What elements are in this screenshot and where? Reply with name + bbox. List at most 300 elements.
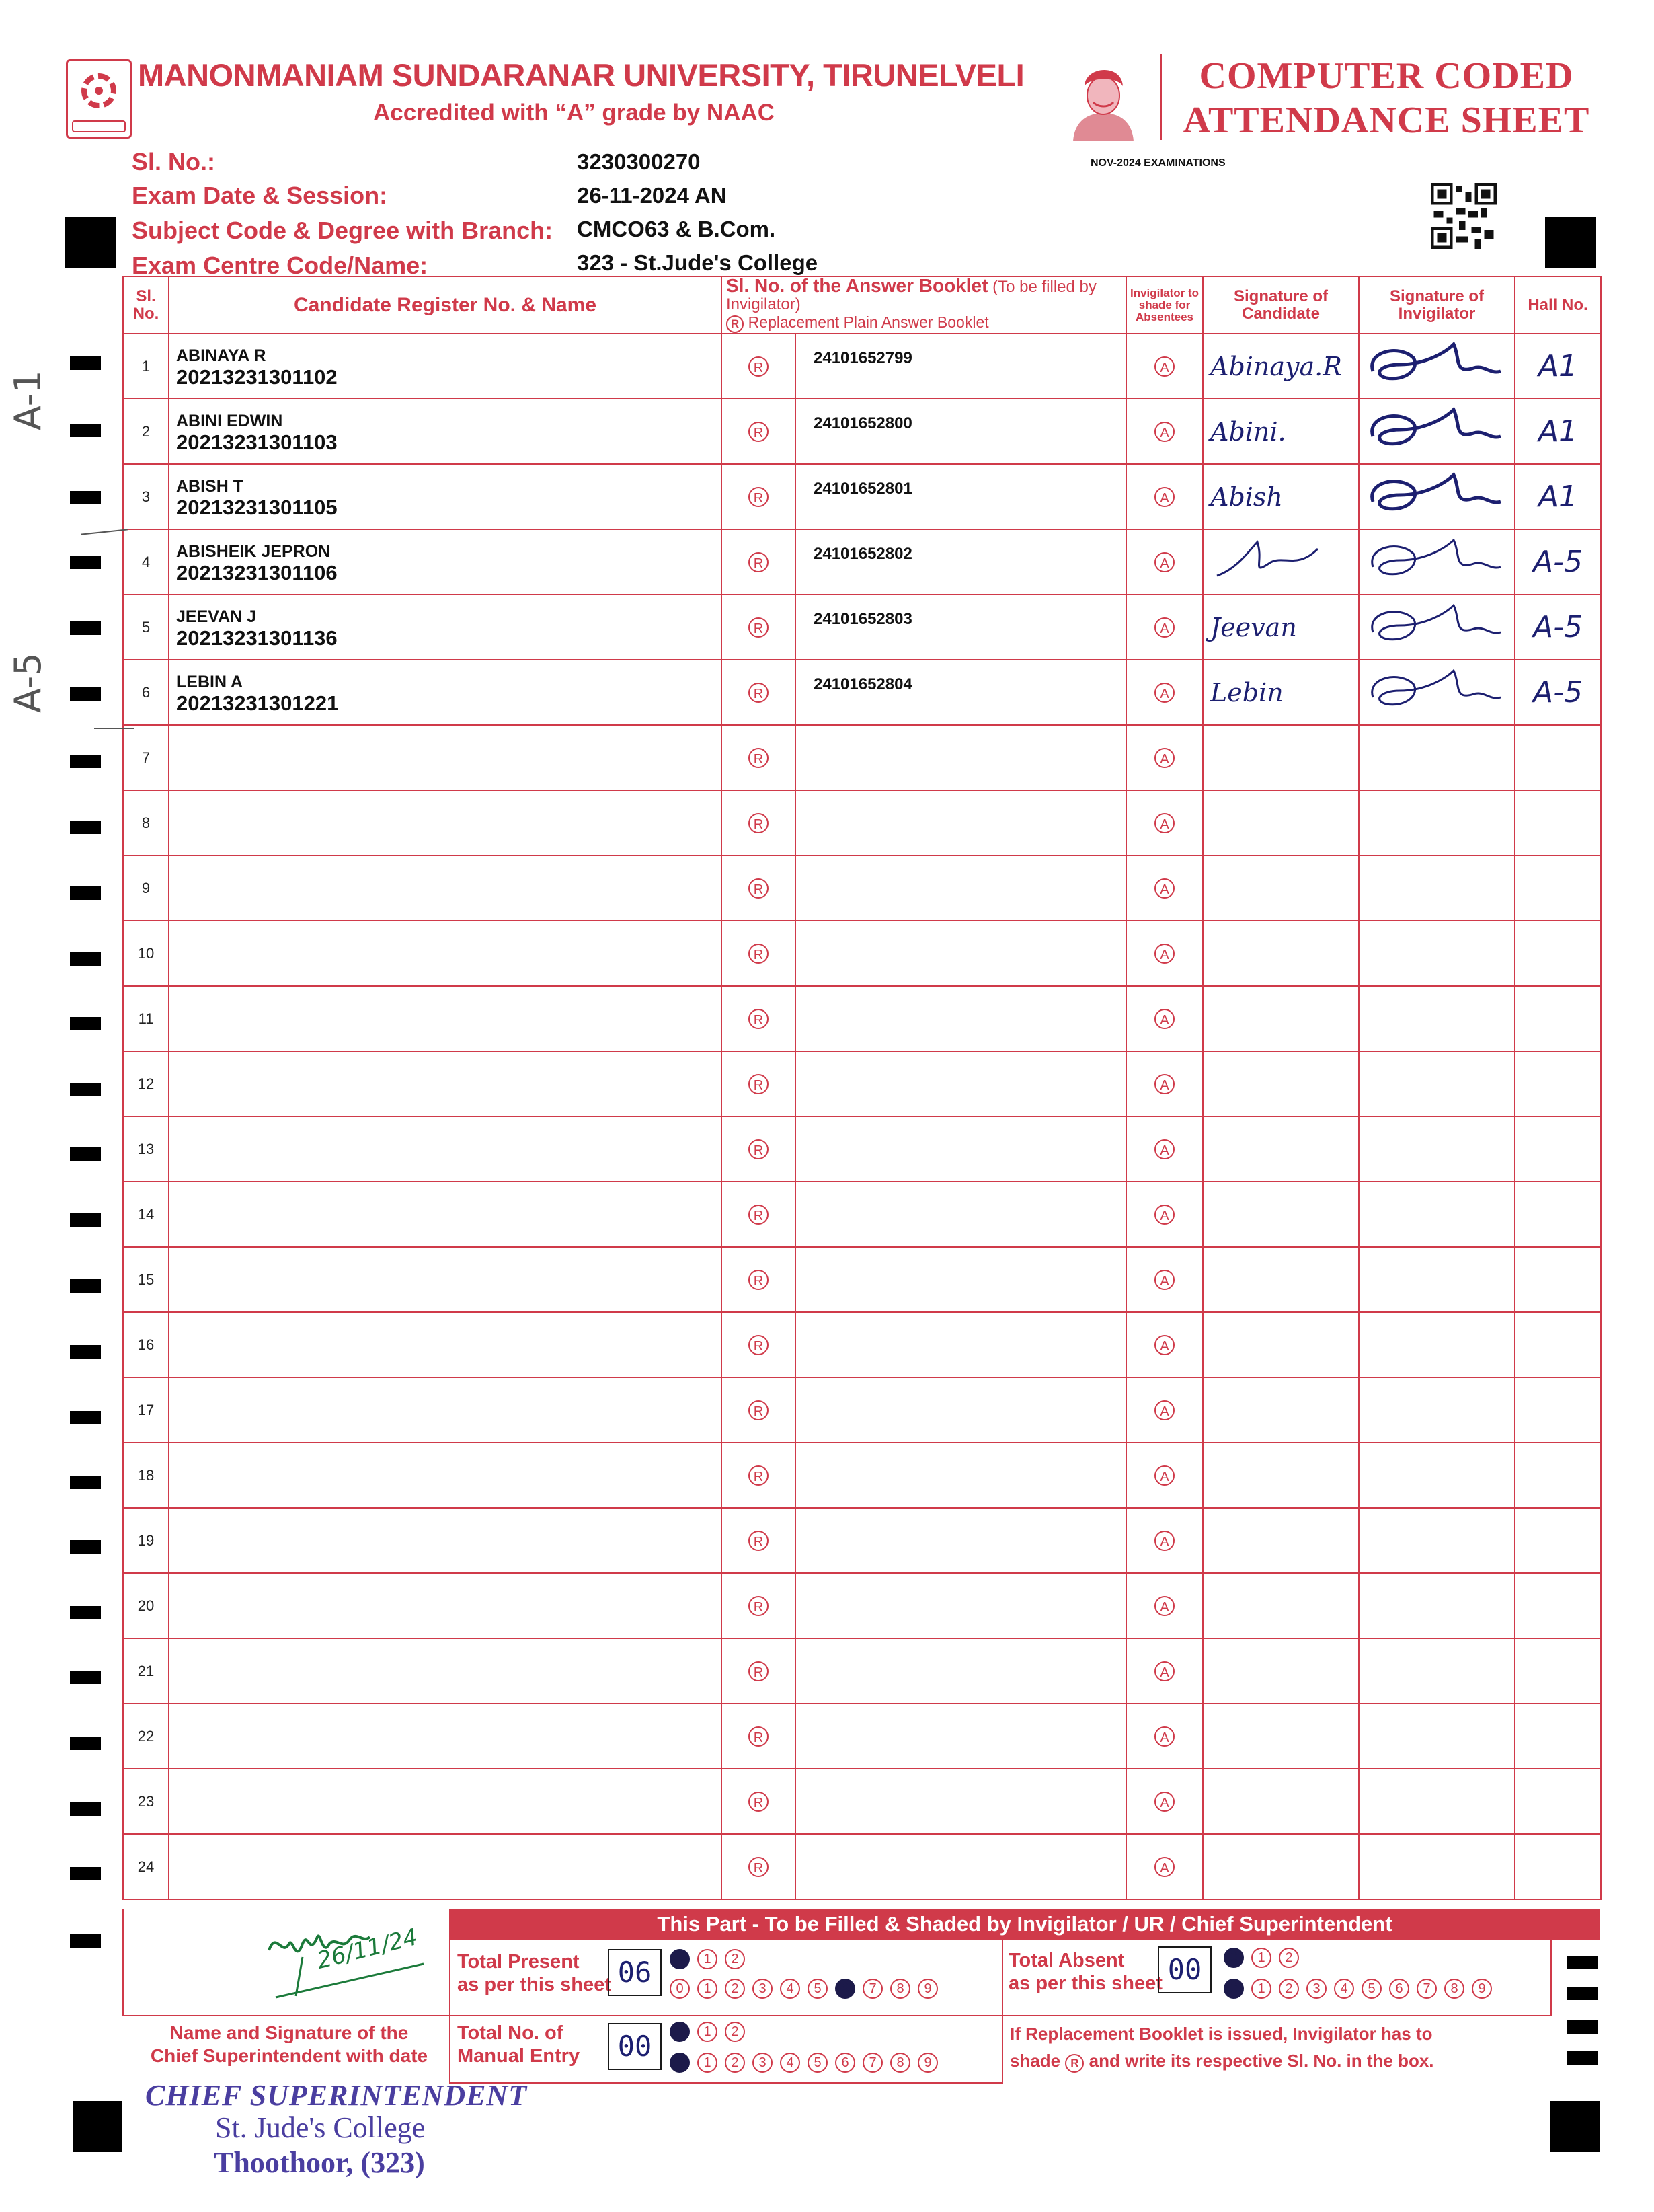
candidate-signature-cell[interactable] bbox=[1203, 921, 1359, 986]
total-present-label-2: as per this sheet bbox=[457, 1974, 611, 1995]
candidate-cell bbox=[169, 1247, 721, 1312]
invigilator-signature-cell[interactable] bbox=[1359, 1116, 1515, 1182]
footer-right-border bbox=[1550, 1940, 1552, 2016]
booklet-number[interactable] bbox=[795, 725, 1126, 790]
invigilator-signature-cell[interactable] bbox=[1359, 725, 1515, 790]
absentee-a-icon[interactable]: A bbox=[1154, 1726, 1175, 1747]
subject-code-value: CMCO63 & B.Com. bbox=[577, 217, 776, 241]
booklet-number[interactable] bbox=[795, 1116, 1126, 1182]
register-number: 20213231301136 bbox=[176, 625, 338, 650]
absentee-cell[interactable] bbox=[1126, 1704, 1203, 1769]
replacement-r-icon[interactable]: R bbox=[748, 552, 769, 572]
absentee-cell[interactable] bbox=[1126, 1443, 1203, 1508]
timing-mark bbox=[70, 1606, 101, 1619]
candidate-cell bbox=[169, 790, 721, 855]
absentee-cell[interactable] bbox=[1126, 1182, 1203, 1247]
digit-bubble[interactable]: 0 bbox=[670, 1979, 690, 1999]
absentee-cell[interactable] bbox=[1126, 855, 1203, 921]
table-row bbox=[123, 464, 1601, 529]
replacement-cell[interactable] bbox=[721, 986, 795, 1051]
sl-no-label: Sl. No.: bbox=[132, 148, 215, 176]
digit-bubble[interactable]: 9 bbox=[918, 1979, 938, 1999]
absentee-a-icon[interactable]: A bbox=[1154, 1205, 1175, 1225]
row-sl-no: 15 bbox=[123, 1247, 169, 1312]
candidate-signature-cell[interactable] bbox=[1203, 529, 1359, 595]
booklet-number: 24101652802 bbox=[795, 529, 1126, 595]
absentee-a-icon[interactable]: A bbox=[1154, 552, 1175, 572]
booklet-number[interactable] bbox=[795, 1051, 1126, 1116]
digit-bubble[interactable]: 3 bbox=[1306, 1979, 1327, 1999]
absentee-cell[interactable] bbox=[1126, 1573, 1203, 1638]
table-row bbox=[123, 399, 1601, 464]
candidate-signature-cell[interactable] bbox=[1203, 1508, 1359, 1573]
absentee-a-icon[interactable]: A bbox=[1154, 944, 1175, 964]
timing-mark bbox=[70, 1017, 101, 1030]
digit-bubble[interactable]: 4 bbox=[1334, 1979, 1354, 1999]
replacement-cell[interactable] bbox=[721, 855, 795, 921]
digit-bubble[interactable]: 0 bbox=[670, 1949, 690, 1969]
candidate-signature-cell[interactable] bbox=[1203, 1247, 1359, 1312]
hall-number: A-5 bbox=[1515, 529, 1601, 595]
digit-bubble[interactable]: 1 bbox=[1251, 1979, 1271, 1999]
digit-bubble[interactable]: 2 bbox=[1279, 1979, 1299, 1999]
digit-bubble[interactable]: 2 bbox=[725, 1949, 745, 1969]
replacement-r-icon[interactable]: R bbox=[748, 1857, 769, 1877]
table-row bbox=[123, 1834, 1601, 1899]
total-absent-label bbox=[1009, 1949, 1163, 1995]
candidate-cell bbox=[169, 529, 721, 595]
absentee-cell[interactable] bbox=[1126, 1834, 1203, 1899]
replacement-r-icon[interactable]: R bbox=[748, 487, 769, 507]
invigilator-signature-cell[interactable] bbox=[1359, 855, 1515, 921]
hall-number bbox=[1515, 1116, 1601, 1182]
replacement-cell[interactable] bbox=[721, 660, 795, 725]
booklet-number[interactable] bbox=[795, 1769, 1126, 1834]
candidate-cell bbox=[169, 1638, 721, 1704]
hall-number bbox=[1515, 1704, 1601, 1769]
manual-entry-box[interactable]: 00 bbox=[608, 2023, 662, 2070]
replacement-r-icon[interactable]: R bbox=[748, 1400, 769, 1420]
candidate-signature-text: Abini. bbox=[1210, 416, 1286, 447]
replacement-cell[interactable] bbox=[721, 1834, 795, 1899]
candidate-signature-cell[interactable] bbox=[1203, 399, 1359, 464]
hall-number: A-5 bbox=[1515, 595, 1601, 660]
hall-number bbox=[1515, 1051, 1601, 1116]
col-candidate: Candidate Register No. & Name bbox=[169, 276, 721, 334]
absentee-cell[interactable] bbox=[1126, 660, 1203, 725]
digit-bubble[interactable]: 0 bbox=[670, 2022, 690, 2042]
title-line-2: ATTENDANCE SHEET bbox=[1183, 100, 1590, 141]
absentee-a-icon[interactable]: A bbox=[1154, 1335, 1175, 1355]
candidate-cell bbox=[169, 1704, 721, 1769]
row-sl-no: 6 bbox=[123, 660, 169, 725]
candidate-name: ABISH T bbox=[176, 476, 243, 496]
candidate-signature-cell[interactable] bbox=[1203, 1834, 1359, 1899]
candidate-signature-cell[interactable] bbox=[1203, 464, 1359, 529]
digit-bubble[interactable]: 4 bbox=[780, 1979, 800, 1999]
absentee-a-icon[interactable]: A bbox=[1154, 1400, 1175, 1420]
replacement-r-icon[interactable]: R bbox=[748, 617, 769, 638]
candidate-cell bbox=[169, 1051, 721, 1116]
absentee-cell[interactable] bbox=[1126, 1769, 1203, 1834]
total-present-box[interactable]: 06 bbox=[608, 1949, 662, 1996]
absentee-a-icon[interactable]: A bbox=[1154, 1074, 1175, 1094]
digit-bubble[interactable]: 5 bbox=[1362, 1979, 1382, 1999]
digit-bubble[interactable]: 1 bbox=[697, 1979, 717, 1999]
absentee-a-icon[interactable]: A bbox=[1154, 1009, 1175, 1029]
digit-bubble[interactable]: 2 bbox=[725, 1979, 745, 1999]
absentee-cell[interactable] bbox=[1126, 595, 1203, 660]
replacement-r-icon[interactable]: R bbox=[748, 1009, 769, 1029]
replacement-r-icon[interactable]: R bbox=[748, 748, 769, 768]
booklet-number[interactable] bbox=[795, 1573, 1126, 1638]
digit-bubble[interactable]: 4 bbox=[780, 2053, 800, 2073]
cs-label-1: Name and Signature of the bbox=[169, 2022, 409, 2043]
candidate-signature-cell[interactable] bbox=[1203, 855, 1359, 921]
row-sl-no: 1 bbox=[123, 334, 169, 399]
register-number: 20213231301102 bbox=[176, 365, 338, 389]
row-sl-no: 10 bbox=[123, 921, 169, 986]
replacement-r-icon[interactable]: R bbox=[748, 1531, 769, 1551]
timing-mark bbox=[70, 1934, 101, 1948]
replacement-cell[interactable] bbox=[721, 1247, 795, 1312]
row-sl-no: 2 bbox=[123, 399, 169, 464]
invigilator-signature-cell[interactable] bbox=[1359, 529, 1515, 595]
invigilator-signature-cell[interactable] bbox=[1359, 1443, 1515, 1508]
absentee-cell[interactable] bbox=[1126, 1508, 1203, 1573]
absentee-cell[interactable] bbox=[1126, 1377, 1203, 1443]
candidate-cell bbox=[169, 399, 721, 464]
digit-bubble[interactable]: 2 bbox=[725, 2053, 745, 2073]
absentee-a-icon[interactable]: A bbox=[1154, 617, 1175, 638]
replacement-r-icon[interactable]: R bbox=[748, 1792, 769, 1812]
booklet-number[interactable] bbox=[795, 1182, 1126, 1247]
invigilator-signature-cell[interactable] bbox=[1359, 790, 1515, 855]
absentee-cell[interactable] bbox=[1126, 986, 1203, 1051]
invigilator-signature-cell[interactable] bbox=[1359, 1247, 1515, 1312]
footer-divider bbox=[1002, 2015, 1552, 2016]
digit-bubble[interactable]: 1 bbox=[697, 2022, 717, 2042]
margin-note-lower: A-5 bbox=[7, 652, 49, 713]
replacement-r-icon[interactable]: R bbox=[748, 944, 769, 964]
absentee-cell[interactable] bbox=[1126, 1247, 1203, 1312]
absentee-a-icon[interactable]: A bbox=[1154, 1531, 1175, 1551]
absentee-a-icon[interactable]: A bbox=[1154, 878, 1175, 899]
invigilator-signature-cell[interactable] bbox=[1359, 595, 1515, 660]
digit-bubble[interactable]: 3 bbox=[752, 2053, 773, 2073]
replacement-cell[interactable] bbox=[721, 1182, 795, 1247]
replacement-r-icon: R bbox=[726, 315, 744, 333]
candidate-cell bbox=[169, 1377, 721, 1443]
digit-bubble[interactable]: 9 bbox=[1472, 1979, 1492, 1999]
replacement-r-icon[interactable]: R bbox=[748, 1726, 769, 1747]
invigilator-signature-cell[interactable] bbox=[1359, 464, 1515, 529]
replacement-cell[interactable] bbox=[721, 464, 795, 529]
table-row bbox=[123, 1704, 1601, 1769]
absentee-cell[interactable] bbox=[1126, 464, 1203, 529]
absentee-a-icon[interactable]: A bbox=[1154, 1792, 1175, 1812]
row-sl-no: 8 bbox=[123, 790, 169, 855]
booklet-number: 24101652804 bbox=[795, 660, 1126, 725]
timing-mark bbox=[70, 952, 101, 966]
candidate-signature-cell[interactable] bbox=[1203, 1116, 1359, 1182]
absentee-a-icon[interactable]: A bbox=[1154, 748, 1175, 768]
replacement-cell[interactable] bbox=[721, 725, 795, 790]
total-present-units-bubbles bbox=[670, 1979, 945, 1999]
booklet-number: 24101652803 bbox=[795, 595, 1126, 660]
table-row bbox=[123, 725, 1601, 790]
replacement-r-icon[interactable]: R bbox=[748, 1335, 769, 1355]
replacement-cell[interactable] bbox=[721, 921, 795, 986]
replacement-cell[interactable] bbox=[721, 1573, 795, 1638]
digit-bubble[interactable]: 7 bbox=[863, 1979, 883, 1999]
candidate-signature-cell[interactable] bbox=[1203, 1769, 1359, 1834]
candidate-signature-cell[interactable] bbox=[1203, 595, 1359, 660]
table-row bbox=[123, 595, 1601, 660]
total-absent-box[interactable]: 00 bbox=[1158, 1946, 1212, 1993]
digit-bubble[interactable]: 0 bbox=[1224, 1979, 1244, 1999]
candidate-signature-cell[interactable] bbox=[1203, 1704, 1359, 1769]
booklet-number[interactable] bbox=[795, 855, 1126, 921]
candidate-signature-cell[interactable] bbox=[1203, 1377, 1359, 1443]
replacement-cell[interactable] bbox=[721, 790, 795, 855]
candidate-cell bbox=[169, 1769, 721, 1834]
booklet-number[interactable] bbox=[795, 1312, 1126, 1377]
row-sl-no: 13 bbox=[123, 1116, 169, 1182]
invigilator-signature-cell[interactable] bbox=[1359, 1182, 1515, 1247]
invigilator-signature-cell[interactable] bbox=[1359, 921, 1515, 986]
replacement-r-icon: R bbox=[1065, 2054, 1084, 2073]
digit-bubble[interactable]: 7 bbox=[863, 2053, 883, 2073]
absentee-cell[interactable] bbox=[1126, 1116, 1203, 1182]
replacement-r-icon[interactable]: R bbox=[748, 1596, 769, 1616]
digit-bubble[interactable]: 5 bbox=[808, 1979, 828, 1999]
replacement-cell[interactable] bbox=[721, 1116, 795, 1182]
candidate-signature-cell[interactable] bbox=[1203, 660, 1359, 725]
absentee-a-icon[interactable]: A bbox=[1154, 1139, 1175, 1159]
digit-bubble[interactable]: 8 bbox=[890, 2053, 910, 2073]
digit-bubble[interactable]: 1 bbox=[1251, 1948, 1271, 1968]
absentee-cell[interactable] bbox=[1126, 921, 1203, 986]
register-number: 20213231301103 bbox=[176, 430, 338, 454]
replacement-cell[interactable] bbox=[721, 1508, 795, 1573]
absentee-a-icon[interactable]: A bbox=[1154, 356, 1175, 377]
booklet-number: 24101652799 bbox=[795, 334, 1126, 399]
absentee-cell[interactable] bbox=[1126, 1312, 1203, 1377]
digit-bubble[interactable]: 1 bbox=[697, 2053, 717, 2073]
digit-bubble[interactable]: 5 bbox=[808, 2053, 828, 2073]
candidate-signature-text: Abish bbox=[1210, 482, 1283, 512]
replacement-r-icon[interactable]: R bbox=[748, 1205, 769, 1225]
replacement-cell[interactable] bbox=[721, 1312, 795, 1377]
timing-mark bbox=[70, 1737, 101, 1750]
invigilator-signature-cell[interactable] bbox=[1359, 1377, 1515, 1443]
cog-icon bbox=[81, 73, 116, 108]
replacement-r-icon[interactable]: R bbox=[748, 422, 769, 442]
booklet-number[interactable] bbox=[795, 1443, 1126, 1508]
timing-mark bbox=[70, 424, 101, 437]
digit-bubble[interactable]: 6 bbox=[835, 2053, 855, 2073]
invigilator-signature-icon bbox=[1360, 338, 1507, 391]
hall-number bbox=[1515, 790, 1601, 855]
absentee-a-icon[interactable]: A bbox=[1154, 1857, 1175, 1877]
invigilator-signature-icon bbox=[1360, 599, 1507, 652]
timing-mark bbox=[70, 1083, 101, 1096]
digit-bubble[interactable]: 7 bbox=[1417, 1979, 1437, 1999]
absentee-cell[interactable] bbox=[1126, 790, 1203, 855]
replacement-cell[interactable] bbox=[721, 399, 795, 464]
absentee-cell[interactable] bbox=[1126, 725, 1203, 790]
replacement-r-icon[interactable]: R bbox=[748, 683, 769, 703]
replacement-r-icon[interactable]: R bbox=[748, 813, 769, 833]
digit-bubble[interactable]: 8 bbox=[890, 1979, 910, 1999]
replacement-cell[interactable] bbox=[721, 334, 795, 399]
absentee-a-icon[interactable]: A bbox=[1154, 487, 1175, 507]
row-sl-no: 5 bbox=[123, 595, 169, 660]
candidate-signature-cell[interactable] bbox=[1203, 725, 1359, 790]
hall-number bbox=[1515, 1443, 1601, 1508]
digit-bubble[interactable]: 9 bbox=[918, 2053, 938, 2073]
replacement-r-icon[interactable]: R bbox=[748, 1139, 769, 1159]
invigilator-signature-cell[interactable] bbox=[1359, 1312, 1515, 1377]
candidate-signature-cell[interactable] bbox=[1203, 1051, 1359, 1116]
logo-banner bbox=[72, 120, 126, 132]
digit-bubble[interactable]: 6 bbox=[1389, 1979, 1409, 1999]
candidate-signature bbox=[1204, 535, 1358, 588]
invigilator-signature-cell[interactable] bbox=[1359, 334, 1515, 399]
candidate-signature-cell[interactable] bbox=[1203, 334, 1359, 399]
timing-mark bbox=[70, 1411, 101, 1424]
replacement-r-icon[interactable]: R bbox=[748, 878, 769, 899]
booklet-number[interactable] bbox=[795, 1377, 1126, 1443]
digit-bubble[interactable]: 3 bbox=[752, 1979, 773, 1999]
candidate-cell bbox=[169, 1443, 721, 1508]
hall-number bbox=[1515, 986, 1601, 1051]
table-row bbox=[123, 1638, 1601, 1704]
candidate-signature-cell[interactable] bbox=[1203, 1182, 1359, 1247]
total-absent-units-bubbles bbox=[1224, 1979, 1499, 1999]
replacement-cell[interactable] bbox=[721, 1704, 795, 1769]
candidate-signature-cell[interactable] bbox=[1203, 790, 1359, 855]
candidate-signature-cell[interactable] bbox=[1203, 1638, 1359, 1704]
invigilator-signature-cell[interactable] bbox=[1359, 399, 1515, 464]
digit-bubble[interactable]: 1 bbox=[697, 1949, 717, 1969]
candidate-name: LEBIN A bbox=[176, 672, 243, 691]
booklet-number[interactable] bbox=[795, 1508, 1126, 1573]
invigilator-signature-cell[interactable] bbox=[1359, 1508, 1515, 1573]
booklet-number[interactable] bbox=[795, 790, 1126, 855]
manual-entry-tens-bubbles bbox=[670, 2022, 752, 2042]
absentee-a-icon[interactable]: A bbox=[1154, 683, 1175, 703]
table-row bbox=[123, 1312, 1601, 1377]
booklet-number[interactable] bbox=[795, 1704, 1126, 1769]
booklet-number[interactable] bbox=[795, 1834, 1126, 1899]
absentee-a-icon[interactable]: A bbox=[1154, 422, 1175, 442]
manual-entry-label-1: Total No. of bbox=[457, 2022, 563, 2044]
candidate-signature-cell[interactable] bbox=[1203, 1573, 1359, 1638]
absentee-cell[interactable] bbox=[1126, 334, 1203, 399]
replacement-cell[interactable] bbox=[721, 1377, 795, 1443]
invigilator-signature-cell[interactable] bbox=[1359, 1769, 1515, 1834]
booklet-number[interactable] bbox=[795, 921, 1126, 986]
replacement-instruction bbox=[1010, 2020, 1434, 2074]
replacement-r-icon[interactable]: R bbox=[748, 1465, 769, 1486]
timing-mark bbox=[70, 1671, 101, 1684]
booklet-number[interactable] bbox=[795, 986, 1126, 1051]
absentee-a-icon[interactable]: A bbox=[1154, 1596, 1175, 1616]
invigilator-signature-cell[interactable] bbox=[1359, 660, 1515, 725]
digit-bubble[interactable]: 0 bbox=[670, 2053, 690, 2073]
row-sl-no: 16 bbox=[123, 1312, 169, 1377]
invigilator-signature-cell[interactable] bbox=[1359, 986, 1515, 1051]
replacement-r-icon[interactable]: R bbox=[748, 356, 769, 377]
digit-bubble[interactable]: 2 bbox=[1279, 1948, 1299, 1968]
footer-banner: This Part - To be Filled & Shaded by Invigilator / UR / Chief Superintendent bbox=[449, 1909, 1600, 1940]
table-row bbox=[123, 1443, 1601, 1508]
invigilator-signature-cell[interactable] bbox=[1359, 1573, 1515, 1638]
absentee-cell[interactable] bbox=[1126, 399, 1203, 464]
replacement-cell[interactable] bbox=[721, 595, 795, 660]
replacement-r-icon[interactable]: R bbox=[748, 1270, 769, 1290]
absentee-a-icon[interactable]: A bbox=[1154, 1661, 1175, 1681]
hall-number bbox=[1515, 1312, 1601, 1377]
stamp-line-3: Thoothoor, (323) bbox=[214, 2146, 425, 2179]
absentee-a-icon[interactable]: A bbox=[1154, 1270, 1175, 1290]
candidate-name: ABISHEIK JEPRON bbox=[176, 541, 331, 561]
replacement-cell[interactable] bbox=[721, 1051, 795, 1116]
invigilator-signature-cell[interactable] bbox=[1359, 1704, 1515, 1769]
stamp-line-1: CHIEF SUPERINTENDENT bbox=[145, 2079, 528, 2112]
booklet-number[interactable] bbox=[795, 1638, 1126, 1704]
absentee-a-icon[interactable]: A bbox=[1154, 813, 1175, 833]
replacement-cell[interactable] bbox=[721, 1443, 795, 1508]
invigilator-signature-cell[interactable] bbox=[1359, 1638, 1515, 1704]
exam-date-label: Exam Date & Session: bbox=[132, 182, 388, 209]
digit-bubble[interactable]: 6 bbox=[835, 1979, 855, 1999]
footer-col-divider bbox=[1002, 1940, 1003, 2084]
candidate-signature-cell[interactable] bbox=[1203, 986, 1359, 1051]
digit-bubble[interactable]: 0 bbox=[1224, 1948, 1244, 1968]
register-number: 20213231301106 bbox=[176, 560, 338, 584]
candidate-signature-cell[interactable] bbox=[1203, 1443, 1359, 1508]
invigilator-signature-icon bbox=[1360, 664, 1507, 718]
timing-mark bbox=[70, 1147, 101, 1161]
digit-bubble[interactable]: 8 bbox=[1444, 1979, 1464, 1999]
replacement-r-icon[interactable]: R bbox=[748, 1661, 769, 1681]
candidate-signature-cell[interactable] bbox=[1203, 1312, 1359, 1377]
table-row bbox=[123, 1182, 1601, 1247]
hall-number bbox=[1515, 1508, 1601, 1573]
digit-bubble[interactable]: 2 bbox=[725, 2022, 745, 2042]
absentee-cell[interactable] bbox=[1126, 1638, 1203, 1704]
booklet-number: 24101652800 bbox=[795, 399, 1126, 464]
timing-mark bbox=[70, 886, 101, 900]
booklet-replacement-note: Replacement Plain Answer Booklet bbox=[748, 313, 989, 331]
absentee-a-icon[interactable]: A bbox=[1154, 1465, 1175, 1486]
total-absent-label-2: as per this sheet bbox=[1009, 1973, 1163, 1994]
replacement-cell[interactable] bbox=[721, 1769, 795, 1834]
invigilator-signature-icon bbox=[1360, 468, 1507, 522]
booklet-number[interactable] bbox=[795, 1247, 1126, 1312]
invigilator-signature-cell[interactable] bbox=[1359, 1051, 1515, 1116]
exam-date-value: 26-11-2024 AN bbox=[577, 183, 727, 208]
replacement-cell[interactable] bbox=[721, 529, 795, 595]
replacement-cell[interactable] bbox=[721, 1638, 795, 1704]
replacement-r-icon[interactable]: R bbox=[748, 1074, 769, 1094]
absentee-cell[interactable] bbox=[1126, 529, 1203, 595]
invigilator-signature-cell[interactable] bbox=[1359, 1834, 1515, 1899]
absentee-cell[interactable] bbox=[1126, 1051, 1203, 1116]
